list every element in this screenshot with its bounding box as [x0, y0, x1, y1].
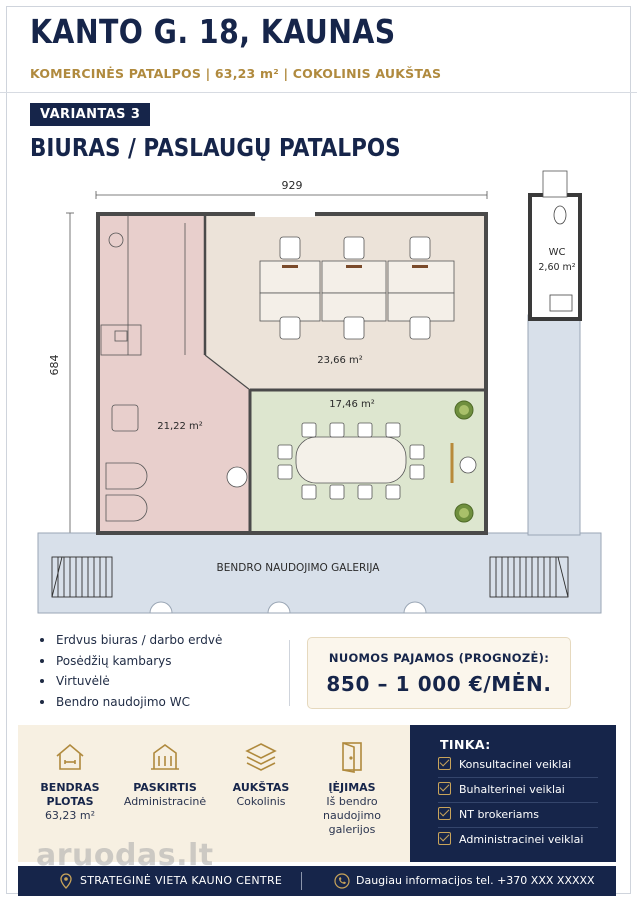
page-subtitle: KOMERCINĖS PATALPOS | 63,23 m² | COKOLINIS AUKŠTAS [30, 66, 442, 81]
wc-area: 2,60 m² [538, 262, 576, 273]
layers-icon [242, 739, 280, 773]
stairs-right [490, 557, 568, 597]
features-list [40, 630, 222, 712]
info-entrance [310, 739, 394, 837]
income-box [307, 637, 571, 709]
gallery-label: BENDRO NAUDOJIMO GALERIJA [216, 562, 380, 574]
info-floor-value: Cokolinis [236, 795, 286, 808]
floor-plan [0, 165, 637, 625]
floor-plan-svg [0, 165, 637, 625]
height-dimension: 684 [48, 354, 61, 376]
info-area-label: BENDRAS PLOTAS [40, 781, 100, 808]
checkbox-icon [438, 782, 451, 795]
sink-icon [550, 295, 572, 311]
info-floor-label: AUKŠTAS [232, 781, 290, 794]
fits-divider [438, 827, 598, 828]
fits-item [438, 780, 565, 800]
variant-title: BIURAS / PASLAUGŲ PATALPOS [30, 133, 401, 162]
feature-item: Erdvus biuras / darbo erdvė [40, 630, 222, 651]
stairs-left [52, 557, 112, 597]
wc-door-swing [543, 171, 567, 197]
info-purpose-label: PASKIRTIS [133, 781, 197, 794]
meeting-area: 17,46 m² [329, 399, 375, 410]
info-floor [224, 739, 298, 809]
meeting-table [296, 437, 406, 483]
variant-tag: VARIANTAS 3 [30, 103, 150, 126]
info-entrance-label: ĮĖJIMAS [328, 781, 376, 794]
income-label: NUOMOS PAJAMOS (PROGNOZĖ): [328, 651, 550, 665]
income-value: 850 – 1 000 €/MĖN. [326, 672, 552, 696]
office-desks [260, 261, 454, 321]
feature-item: Virtuvėlė [40, 671, 222, 692]
phone-icon [334, 873, 350, 889]
fits-item-label: NT brokeriams [459, 808, 539, 821]
feature-item: Bendro naudojimo WC [40, 692, 222, 713]
footer-location: STRATEGINĖ VIETA KAUNO CENTRE [80, 874, 283, 887]
fits-item [438, 755, 571, 775]
fits-item [438, 830, 583, 850]
wc-label: WC [548, 247, 566, 258]
door-icon [333, 739, 371, 773]
fits-item-label: Konsultacinei veiklai [459, 758, 572, 771]
checkbox-icon [438, 832, 451, 845]
location-pin-icon [60, 873, 72, 889]
info-purpose-value: Administracinė [123, 795, 207, 808]
watermark: aruodas.lt [36, 838, 214, 873]
toilet-icon [554, 206, 566, 224]
fits-panel [410, 725, 616, 862]
fits-divider [438, 777, 598, 778]
fits-divider [438, 802, 598, 803]
fits-item [438, 805, 539, 825]
house-area-icon [51, 739, 89, 773]
window-top [255, 212, 315, 217]
office-area: 23,66 m² [317, 355, 363, 366]
features-separator [289, 640, 290, 706]
checkbox-icon [438, 807, 451, 820]
info-entrance-value: Iš bendro naudojimo galerijos [323, 795, 381, 836]
info-area-value: 63,23 m² [44, 809, 96, 822]
footer-separator [301, 872, 302, 890]
fits-title: TINKA: [440, 737, 491, 752]
building-icon [146, 739, 184, 773]
feature-item: Posėdžių kambarys [40, 651, 222, 672]
width-dimension: 929 [281, 179, 303, 192]
checkbox-icon [438, 757, 451, 770]
kitchen-area: 21,22 m² [157, 421, 203, 432]
fits-item-label: Administracinei veiklai [459, 833, 584, 846]
footer-contact: Daugiau informacijos tel. +370 XXX XXXXX [356, 874, 595, 887]
info-area [30, 739, 110, 823]
header-divider [0, 92, 637, 93]
page-title: KANTO G. 18, KAUNAS [30, 12, 396, 51]
fits-item-label: Buhalterinei veiklai [459, 783, 565, 796]
info-purpose [120, 739, 210, 809]
wc-corridor [528, 315, 580, 535]
